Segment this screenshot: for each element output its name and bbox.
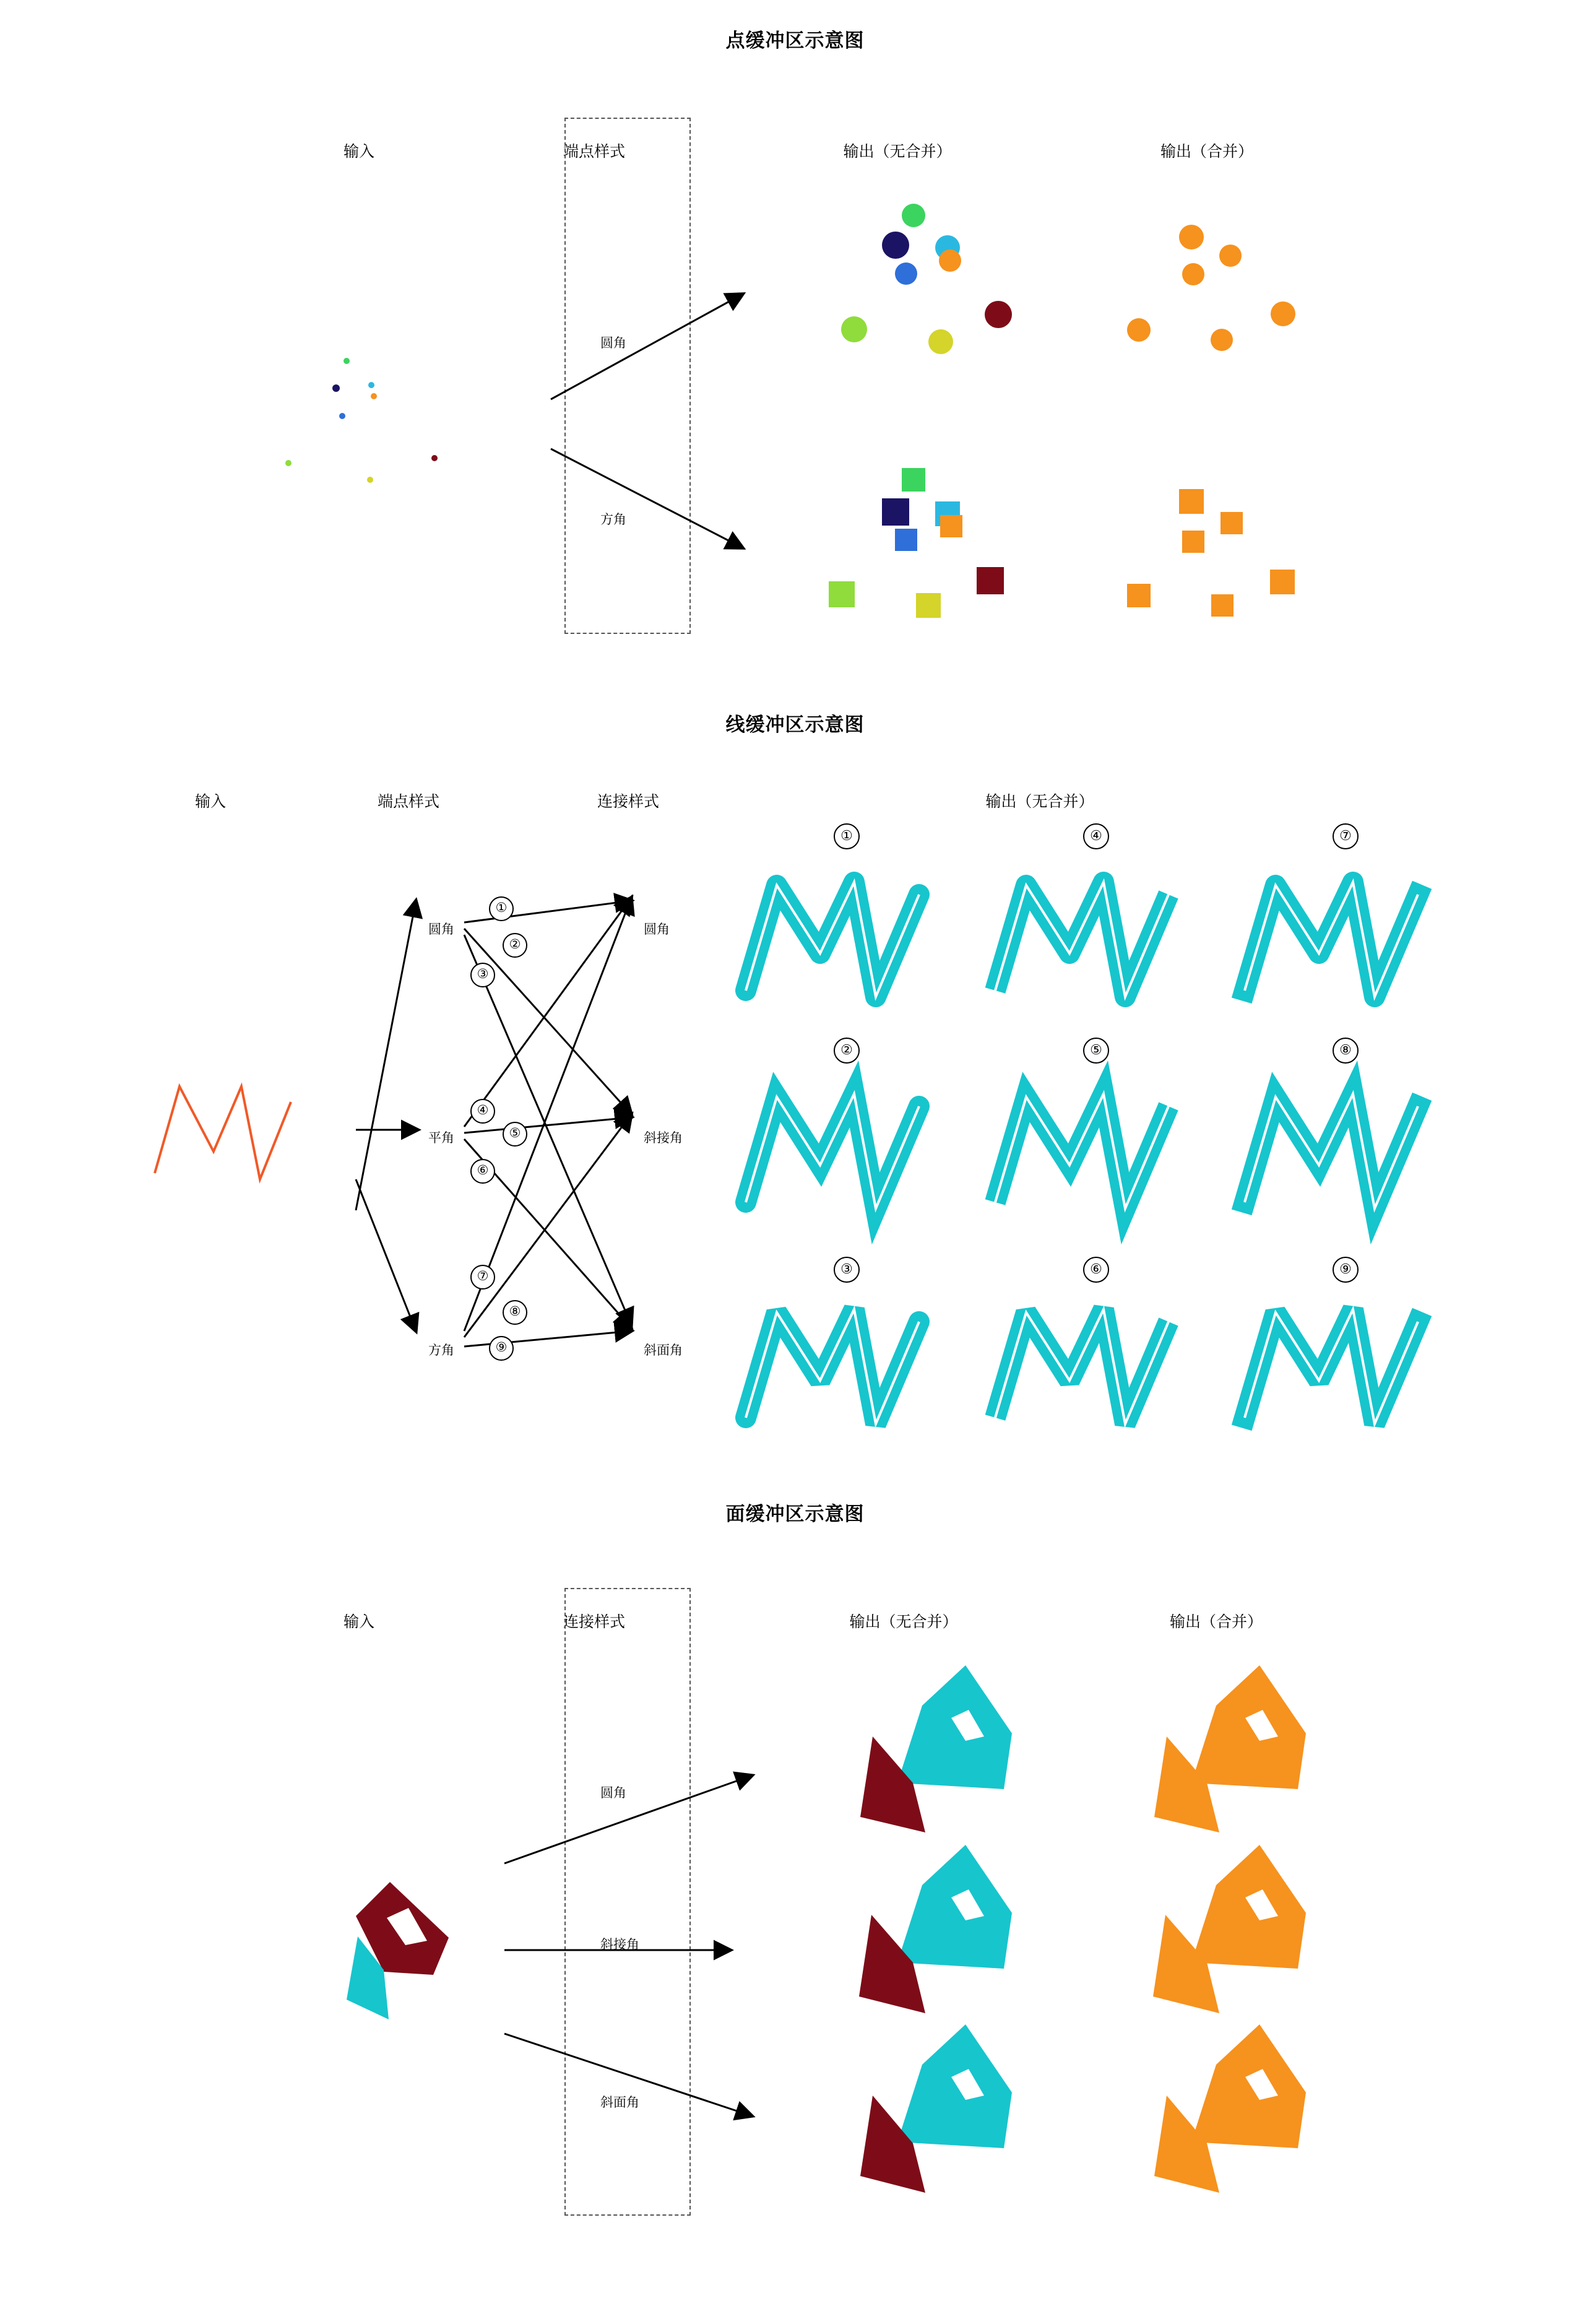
poly-col-label-input: 输入 <box>343 1613 374 1631</box>
line-combo-2: ② <box>503 933 527 958</box>
line-col-label-output-unmerged: 输出（无合并） <box>985 793 1094 810</box>
line-output-num-3: ③ <box>834 1257 860 1283</box>
line-join-bevel-label: 斜面角 <box>644 1343 683 1358</box>
line-combo-8: ⑧ <box>503 1300 527 1325</box>
poly-col-label-output-unmerged: 输出（无合并） <box>849 1613 958 1631</box>
line-output-num-5: ⑤ <box>1083 1038 1109 1064</box>
line-combo-5: ⑤ <box>503 1122 527 1147</box>
line-combo-9: ⑨ <box>489 1336 514 1361</box>
line-join-round-label: 圆角 <box>644 922 670 937</box>
line-output-num-8: ⑧ <box>1333 1038 1359 1064</box>
line-output-num-4: ④ <box>1083 823 1109 849</box>
line-col-label-input: 输入 <box>194 793 226 810</box>
poly-join-miter-label: 斜接角 <box>600 1938 639 1952</box>
point-col-label-output-unmerged: 输出（无合并） <box>843 143 952 160</box>
line-combo-7: ⑦ <box>470 1265 495 1290</box>
line-cap-flat-label: 平角 <box>428 1131 454 1145</box>
poly-col-label-output-merged: 输出（合并） <box>1169 1613 1263 1631</box>
section-title-polygon: 面缓冲区示意图 <box>725 1503 865 1525</box>
point-col-label-cap-style: 端点样式 <box>563 143 625 160</box>
section-title-point: 点缓冲区示意图 <box>725 30 865 51</box>
point-col-label-output-merged: 输出（合并） <box>1160 143 1253 160</box>
line-output-num-6: ⑥ <box>1083 1257 1109 1283</box>
section-title-line: 线缓冲区示意图 <box>725 714 865 735</box>
point-col-label-input: 输入 <box>343 143 374 160</box>
line-output-num-9: ⑨ <box>1333 1257 1359 1283</box>
line-output-num-2: ② <box>834 1038 860 1064</box>
line-combo-1: ① <box>489 896 514 921</box>
point-cap-style-round-label: 圆角 <box>600 336 626 350</box>
line-col-label-join-style: 连接样式 <box>597 793 659 810</box>
line-combo-6: ⑥ <box>470 1159 495 1184</box>
line-combo-3: ③ <box>470 963 495 987</box>
poly-join-bevel-label: 斜面角 <box>600 2096 639 2110</box>
line-combo-4: ④ <box>470 1099 495 1124</box>
line-join-miter-label: 斜接角 <box>644 1131 683 1145</box>
line-cap-square-label: 方角 <box>428 1343 454 1358</box>
poly-join-round-label: 圆角 <box>600 1786 626 1800</box>
line-cap-round-label: 圆角 <box>428 922 454 937</box>
line-col-label-cap-style: 端点样式 <box>377 793 439 810</box>
line-output-num-7: ⑦ <box>1333 823 1359 849</box>
point-cap-style-square-label: 方角 <box>600 513 626 527</box>
poly-col-label-join-style: 连接样式 <box>563 1613 625 1631</box>
line-output-num-1: ① <box>834 823 860 849</box>
